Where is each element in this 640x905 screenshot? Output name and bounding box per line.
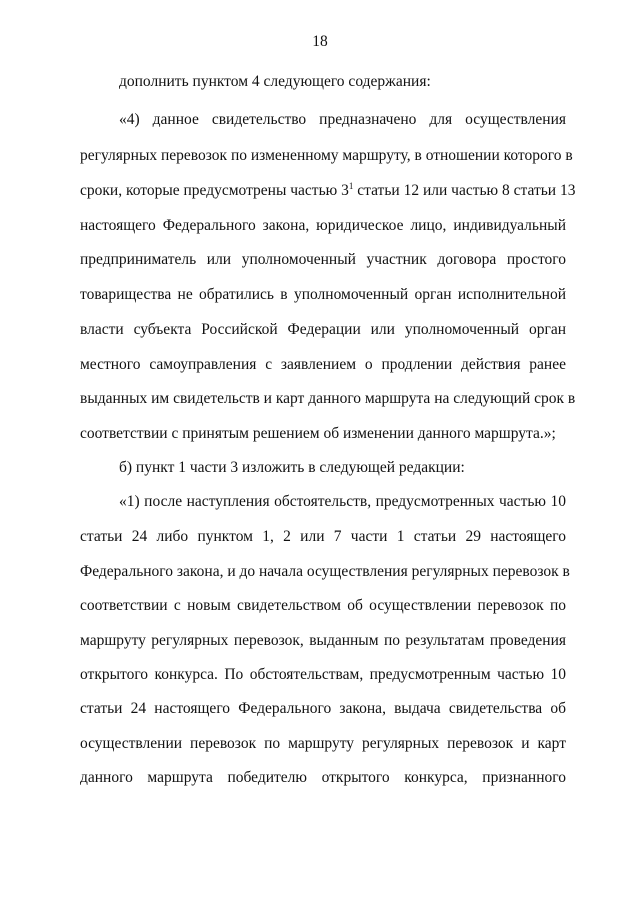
text-line-3: регулярных перевозок по измененному маршруту, в отношении которого в [80,147,573,164]
text-line-20: осуществлении перевозок по маршруту регулярных перевозок и карт [80,735,566,752]
text-line-18: открытого конкурса. По обстоятельствам, предусмотренным частью 10 [80,666,566,683]
text-line-16: соответствии с новым свидетельством об осуществлении перевозок по [80,597,566,614]
text-line-13: «1) после наступления обстоятельств, предусмотренных частью 10 [119,493,566,510]
text-line-7: товарищества не обратились в уполномоченный орган исполнительной [80,286,566,303]
text-line-6: предприниматель или уполномоченный участник договора простого [80,251,566,268]
superscript-marker: 1 [348,181,354,191]
text-line-9: местного самоуправления с заявлением о продлении действия ранее [80,356,566,373]
text-line-10: выданных им свидетельств и карт данного маршрута на следующий срок в [80,390,576,407]
page-number: 18 [312,33,328,50]
text-line-2: «4) данное свидетельство предназначено для осуществления [119,111,566,128]
text-line-12: б) пункт 1 части 3 изложить в следующей редакции: [119,459,465,476]
text-line-15: Федерального закона, и до начала осуществления регулярных перевозок в [80,563,570,580]
text-line-21: данного маршрута победителю открытого конкурса, признанного [80,769,566,786]
text-line-19: статьи 24 настоящего Федерального закона, выдача свидетельства об [80,700,566,717]
text-line-4-start: сроки, которые предусмотрены частью 3 [80,182,349,199]
text-line-1: дополнить пунктом 4 следующего содержания: [119,73,431,90]
text-line-14: статьи 24 либо пунктом 1, 2 или 7 части 1 статьи 29 настоящего [80,528,566,545]
text-line-17: маршруту регулярных перевозок, выданным по результатам проведения [80,632,566,649]
text-line-11: соответствии с принятым решением об изменении данного маршрута.»; [80,425,556,442]
text-line-5: настоящего Федерального закона, юридическое лицо, индивидуальный [80,217,566,234]
text-line-4-end: статьи 12 или частью 8 статьи 13 [353,182,576,199]
text-line-4 [80,181,576,201]
text-line-8: власти субъекта Российской Федерации или уполномоченный орган [80,321,566,338]
